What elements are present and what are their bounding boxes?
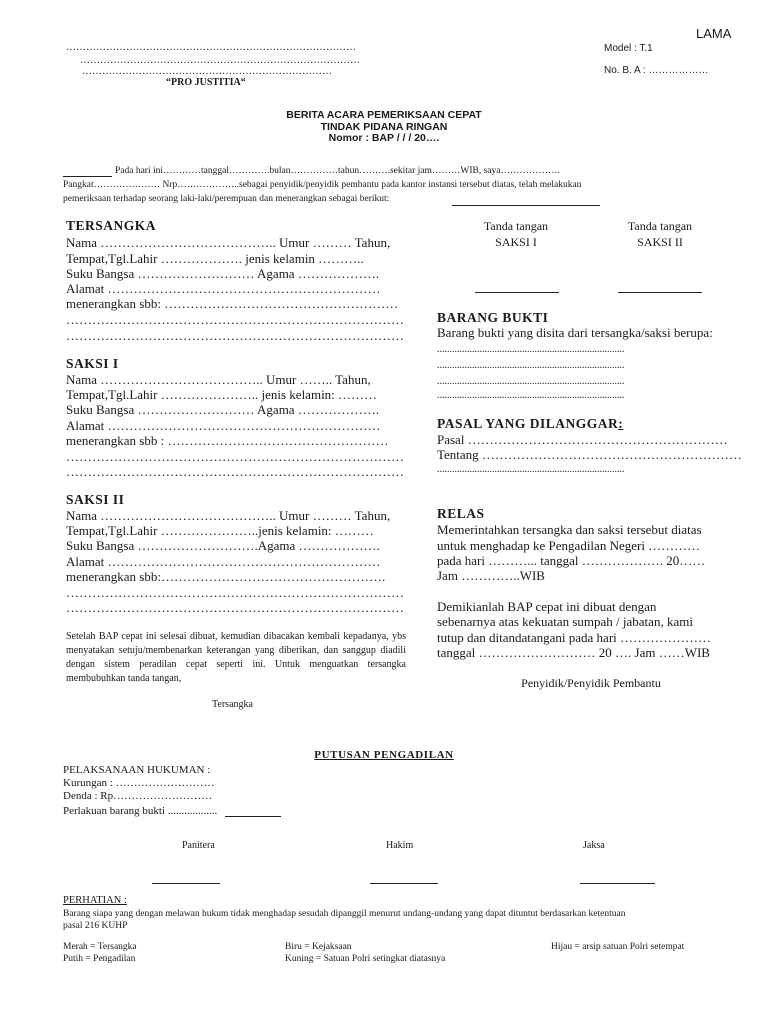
saksi1-dots-1: …………………………………………………………………… [66,449,404,464]
saksi1-signature-label: Tanda tangan [483,219,549,233]
relas-p1-l1: Memerintahkan tersangka dan saksi tersebut diatas [437,522,702,537]
relas-p2-l4: tanggal ……………………… 20 …. Jam ……WIB [437,645,710,660]
barang-bukti-heading: BARANG BUKTI [437,310,549,325]
lama-label: LAMA [696,26,732,41]
intro-line-2: Pangkat………………… Nrp………………..sebagai penyidik/penyidik pembantu pada kantor instansi tersebut diatas, telah melakukan [63,180,582,190]
putusan-heading: PUTUSAN PENGADILAN [314,749,454,761]
barang-bukti-dots-2: ........................................................................... [437,360,625,371]
panitera-label: Panitera [182,840,215,851]
legend-biru: Biru = Kejaksaan [285,942,352,952]
header-dots-1: …………………………………………………………………………… [66,42,356,53]
saksi2-heading: SAKSI II [66,492,125,507]
saksi2-alamat: Alamat ……………………………………………………… [66,554,381,569]
tersangka-dots-1: …………………………………………………………………… [66,312,404,327]
intro-blank-line [63,176,112,177]
hakim-signature-line [370,883,438,884]
tersangka-menerangkan: menerangkan sbb: ……………………………………………… [66,296,399,311]
barang-bukti-dots-1: ........................................................................... [437,344,625,355]
pro-justitia: “PRO JUSTITIA“ [166,77,246,88]
perlakuan-underline [225,816,281,817]
saksi2-dots-1: …………………………………………………………………… [66,585,404,600]
pasal-dots: ........................................................................... [437,464,625,475]
legend-putih: Putih = Pengadilan [63,954,136,964]
relas-heading: RELAS [437,506,485,521]
relas-p2-l2: sebenarnya atas kekuatan sumpah / jabatan, kami [437,614,693,629]
saksi2-menerangkan: menerangkan sbb:……………………………………………. [66,569,386,584]
saksi2-signature-label: Tanda tangan [627,219,693,233]
doc-subtitle: TINDAK PIDANA RINGAN [320,121,448,133]
closing-paragraph: Setelah BAP cepat ini selesai dibuat, kemudian dibacakan kembali kepadanya, ybs menyatakan setuju/membenarkan keterangan yang diberikan, dan sanggup diadili dengan sistem peradilan cepat seperti ini. Untuk menguatkan tersangka membubuhkan tanda tangan, [66,631,406,684]
no-ba-label: No. B. A : ……………… [604,65,709,76]
legend-kuning: Kuning = Satuan Polri setingkat diatasnya [285,954,446,964]
tentang-line: Tentang …………………………………………………… [437,447,742,462]
kurungan-line: Kurungan : ……………………… [63,777,215,789]
saksi2-signature-line [618,292,702,293]
legend-hijau: Hijau = arsip satuan Polri setempat [551,942,685,952]
relas-p1-l2: untuk menghadap ke Pengadilan Negeri ………… [437,538,701,553]
saksi2-ttl: Tempat,Tgl.Lahir …………………..jenis kelamin: ……… [66,523,374,538]
jaksa-label: Jaksa [583,840,605,851]
intro-line-3: pemeriksaan terhadap seorang laki-laki/perempuan dan menerangkan sebagai berikut: [63,194,390,204]
tersangka-alamat: Alamat ……………………………………………………… [66,281,381,296]
saksi1-nama: Nama ……………………………….. Umur …….. Tahun, [66,372,371,387]
perlakuan-line: Perlakuan barang bukti .................. [63,805,218,817]
tersangka-suku: Suku Bangsa ……………………… Agama ………………. [66,266,380,281]
barang-bukti-dots-3: ........................................................................... [437,376,625,387]
relas-p1-l3: pada hari ………... tanggal ………………. 20…… [437,553,706,568]
perhatian-text-line-1: Barang siapa yang dengan melawan hukum tidak menghadap sesudah dipanggil menurut undang-undang yang dapat dituntut berdasarkan ketentuan [63,909,626,919]
tersangka-ttl: Tempat,Tgl.Lahir ………………. jenis kelamin ……….. [66,251,364,266]
perhatian-text-line-2: pasal 216 KUHP [63,921,128,931]
relas-p2-l1: Demikianlah BAP cepat ini dibuat dengan [437,599,657,614]
saksi1-suku: Suku Bangsa ……………………… Agama ………………. [66,402,380,417]
tersangka-signature-label: Tersangka [212,699,253,710]
panitera-signature-line [152,883,220,884]
header-dots-2: ………………………………………………………………………… [80,55,360,66]
doc-number: Nomor : BAP / / / 20…. [328,132,440,144]
saksi1-dots-2: …………………………………………………………………… [66,464,404,479]
saksi2-signature-title: SAKSI II [637,235,683,249]
relas-p2-l3: tutup dan ditandatangani pada hari ………………… [437,630,712,645]
tersangka-nama: Nama ………………………………….. Umur ……… Tahun, [66,235,391,250]
saksi2-dots-2: …………………………………………………………………… [66,600,404,615]
denda-line: Denda : Rp……………………… [63,790,213,802]
header-dots-3: ………………………………………………………………… [82,66,332,77]
doc-title: BERITA ACARA PEMERIKSAAN CEPAT [286,109,482,121]
saksi1-ttl: Tempat,Tgl.Lahir ………………….. jenis kelamin: ……… [66,387,378,402]
relas-p1-l4: Jam …………..WIB [437,568,545,583]
saksi2-nama: Nama ………………………………….. Umur ……… Tahun, [66,508,391,523]
model-label: Model : T.1 [604,43,653,54]
penyidik-label: Penyidik/Penyidik Pembantu [521,676,661,690]
pasal-line: Pasal …………………………………………………… [437,432,728,447]
saksi1-alamat: Alamat ……………………………………………………… [66,418,381,433]
barang-bukti-dots-4: ........................................................................... [437,390,625,401]
pasal-heading: PASAL YANG DILANGGAR: [437,416,624,431]
intro-end-line [452,205,600,206]
saksi1-signature-line [475,292,559,293]
saksi2-suku: Suku Bangsa ……………………….Agama ………………. [66,538,380,553]
tersangka-heading: TERSANGKA [66,218,157,233]
saksi1-heading: SAKSI I [66,356,119,371]
saksi1-signature-title: SAKSI I [495,235,537,249]
barang-bukti-text: Barang bukti yang disita dari tersangka/saksi berupa: [437,325,713,340]
jaksa-signature-line [580,883,655,884]
pelaksanaan-label: PELAKSANAAN HUKUMAN : [63,764,211,776]
legend-merah: Merah = Tersangka [63,942,137,952]
saksi1-menerangkan: menerangkan sbb : …………………………………………… [66,433,389,448]
hakim-label: Hakim [386,840,414,851]
perhatian-heading: PERHATIAN : [63,895,127,906]
intro-line-1: Pada hari ini…………tanggal………….bulan……………tahun……….sekitar jam………WIB, saya………………. [115,166,560,176]
tersangka-dots-2: …………………………………………………………………… [66,328,404,343]
